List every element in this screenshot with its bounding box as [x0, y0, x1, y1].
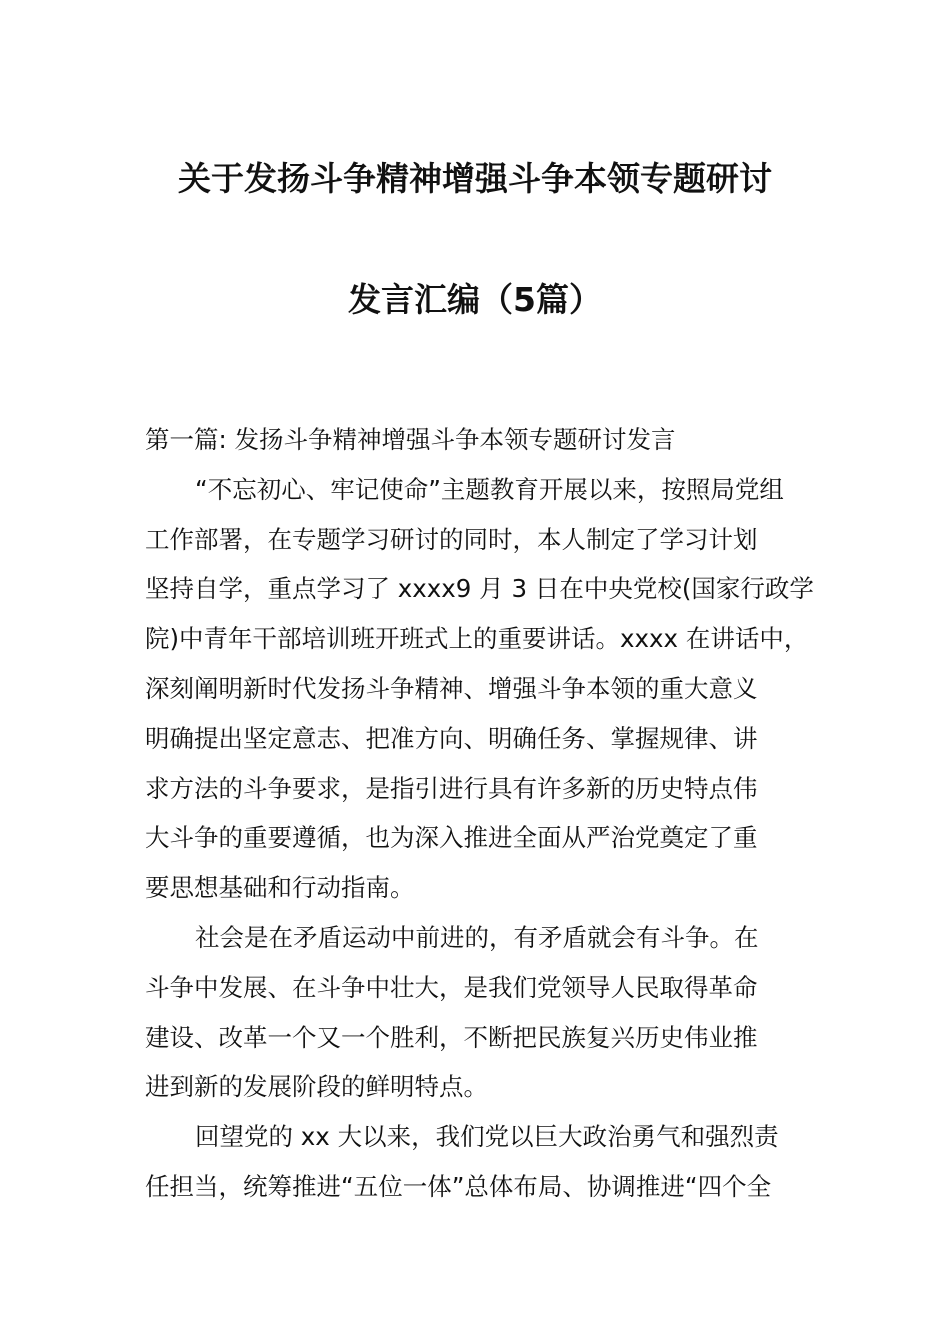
paragraph-line: 建设、改革一个又一个胜利，不断把民族复兴历史伟业推 — [145, 1022, 758, 1052]
paragraph-line: 斗争中发展、在斗争中壮大，是我们党领导人民取得革命 — [145, 972, 758, 1002]
paragraph-line: 大斗争的重要遵循，也为深入推进全面从严治党奠定了重 — [145, 823, 758, 853]
paragraph-line: 坚持自学，重点学习了 xxxx9 月 3 日在中央党校(国家行政学 — [145, 574, 814, 604]
paragraph-line: 深刻阐明新时代发扬斗争精神、增强斗争本领的重大意义 — [145, 673, 758, 703]
paragraph-3 — [145, 1112, 815, 1212]
section-heading: 第一篇: 发扬斗争精神增强斗争本领专题研讨发言 — [145, 425, 676, 454]
document-title-line-1: 关于发扬斗争精神增强斗争本领专题研讨 — [178, 159, 772, 198]
paragraph-line: 工作部署，在专题学习研讨的同时，本人制定了学习计划 — [145, 524, 758, 554]
paragraph-line: 明确提出坚定意志、把准方向、明确任务、掌握规律、讲 — [145, 723, 758, 753]
paragraph-1 — [145, 465, 815, 913]
paragraph-2 — [145, 913, 815, 1112]
paragraph-line: 要思想基础和行动指南。 — [145, 873, 415, 903]
document-title-line-2: 发言汇编（5篇） — [348, 280, 602, 319]
document-body — [145, 415, 815, 1212]
paragraph-line: 任担当，统筹推进“五位一体”总体布局、协调推进“四个全 — [145, 1171, 772, 1201]
paragraph-line: 求方法的斗争要求，是指引进行具有许多新的历史特点伟 — [145, 773, 758, 803]
paragraph-line: “不忘初心、牢记使命”主题教育开展以来，按照局党组 — [195, 474, 784, 504]
paragraph-line: 院)中青年干部培训班开班式上的重要讲话。xxxx 在讲话中， — [145, 624, 809, 654]
paragraph-line: 进到新的发展阶段的鲜明特点。 — [145, 1072, 488, 1102]
paragraph-line: 社会是在矛盾运动中前进的，有矛盾就会有斗争。在 — [195, 922, 759, 952]
paragraph-line: 回望党的 xx 大以来，我们党以巨大政治勇气和强烈责 — [195, 1122, 779, 1152]
